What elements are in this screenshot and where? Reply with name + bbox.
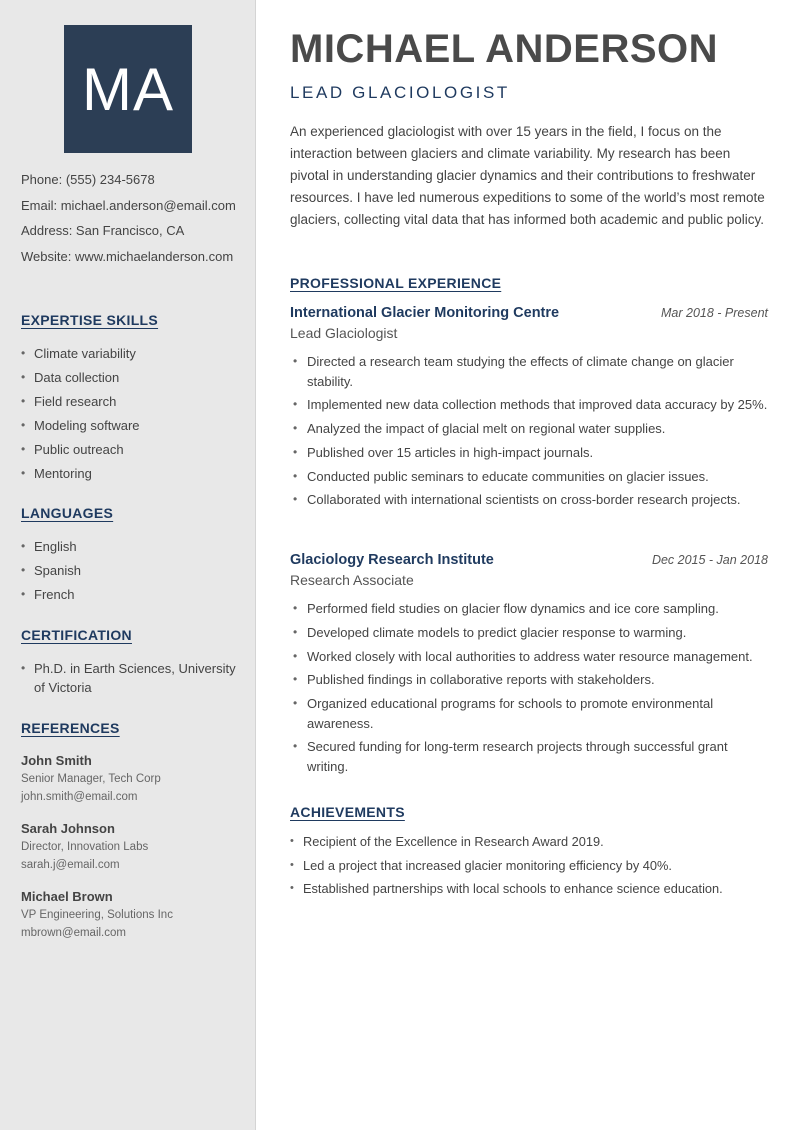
job-bullets [290, 599, 768, 776]
achievement-item: • Recipient of the Excellence in Research Award 2019. [290, 832, 768, 851]
job-bullet: • Conducted public seminars to educate communities on glacier issues. [290, 467, 768, 487]
job-bullet: • Published findings in collaborative reports with stakeholders. [290, 670, 768, 690]
job-bullet: • Worked closely with local authorities to address water resource management. [290, 647, 768, 667]
job-entry [290, 552, 768, 781]
reference-name: Michael Brown [21, 889, 113, 904]
reference-name: Sarah Johnson [21, 821, 115, 836]
reference-title: Director, Innovation Labs [21, 841, 149, 853]
job-role: Lead Glaciologist [290, 325, 398, 341]
reference-entry [21, 820, 241, 874]
contact-email[interactable]: Email: michael.anderson@email.com [21, 197, 236, 213]
contact-address: Address: San Francisco, CA [21, 223, 185, 238]
skill-item: • Modeling software [21, 416, 241, 435]
job-company: Glaciology Research Institute [290, 552, 494, 568]
job-header [290, 552, 768, 568]
job-bullet: • Analyzed the impact of glacial melt on regional water supplies. [290, 419, 768, 439]
job-bullet: • Secured funding for long-term research projects through successful grant writing. [290, 737, 768, 776]
skill-item: • Mentoring [21, 464, 241, 483]
languages-list [21, 537, 241, 609]
job-role: Research Associate [290, 572, 414, 588]
contact-info [21, 171, 236, 273]
reference-entry [21, 888, 241, 942]
job-bullet: • Collaborated with international scientists on cross-border research projects. [290, 490, 768, 510]
language-item: • Spanish [21, 561, 241, 580]
job-bullet: • Directed a research team studying the effects of climate change on glacier stability. [290, 352, 768, 391]
job-title: LEAD GLACIOLOGIST [290, 83, 510, 102]
skills-list [21, 344, 241, 488]
skill-item: • Data collection [21, 368, 241, 387]
reference-title: VP Engineering, Solutions Inc [21, 909, 173, 921]
reference-email[interactable]: sarah.j@email.com [21, 859, 120, 871]
job-bullet: • Published over 15 articles in high-impact journals. [290, 443, 768, 463]
reference-email[interactable]: mbrown@email.com [21, 927, 126, 939]
job-bullet: • Implemented new data collection methods that improved data accuracy by 25%. [290, 395, 768, 415]
job-bullets [290, 352, 768, 510]
language-item: • French [21, 585, 241, 604]
job-header [290, 305, 768, 321]
skills-heading: EXPERTISE SKILLS [21, 312, 159, 328]
languages-heading: LANGUAGES [21, 505, 114, 521]
skill-item: • Field research [21, 392, 241, 411]
certification-list [21, 659, 236, 702]
certification-heading: CERTIFICATION [21, 627, 132, 643]
job-bullet: • Performed field studies on glacier flow dynamics and ice core sampling. [290, 599, 768, 619]
reference-title: Senior Manager, Tech Corp [21, 773, 161, 785]
skill-item: • Climate variability [21, 344, 241, 363]
contact-website[interactable]: Website: www.michaelanderson.com [21, 248, 234, 264]
experience-heading: PROFESSIONAL EXPERIENCE [290, 275, 502, 291]
profile-summary: An experienced glaciologist with over 15 years in the field, I focus on the interaction between glaciers and climate variability. My research has been pivotal in understanding glacier dynamics and their contributions to freshwater resources. I have led numerous expeditions to some of the world’s most remote glaciers, collecting vital data that has informed both academic and public policy. [290, 124, 765, 227]
candidate-name: MICHAEL ANDERSON [290, 27, 719, 71]
contact-phone: Phone: (555) 234-5678 [21, 172, 155, 187]
achievement-item: • Established partnerships with local schools to enhance science education. [290, 879, 768, 898]
reference-name: John Smith [21, 753, 92, 768]
reference-email[interactable]: john.smith@email.com [21, 791, 138, 803]
monogram-avatar: MA [64, 25, 192, 153]
job-entry [290, 305, 768, 514]
certification-item: • Ph.D. in Earth Sciences, University of Victoria [21, 659, 236, 697]
references-heading: REFERENCES [21, 720, 120, 736]
achievement-item: • Led a project that increased glacier monitoring efficiency by 40%. [290, 856, 768, 875]
language-item: • English [21, 537, 241, 556]
job-dates: Mar 2018 - Present [661, 306, 768, 320]
achievements-list [290, 832, 768, 903]
job-bullet: • Organized educational programs for schools to promote environmental awareness. [290, 694, 768, 733]
sidebar [0, 0, 256, 1130]
achievements-heading: ACHIEVEMENTS [290, 804, 405, 820]
job-bullet: • Developed climate models to predict glacier response to warming. [290, 623, 768, 643]
job-company: International Glacier Monitoring Centre [290, 305, 560, 321]
references-list [21, 752, 241, 956]
job-dates: Dec 2015 - Jan 2018 [651, 553, 768, 567]
reference-entry [21, 752, 241, 806]
skill-item: • Public outreach [21, 440, 241, 459]
